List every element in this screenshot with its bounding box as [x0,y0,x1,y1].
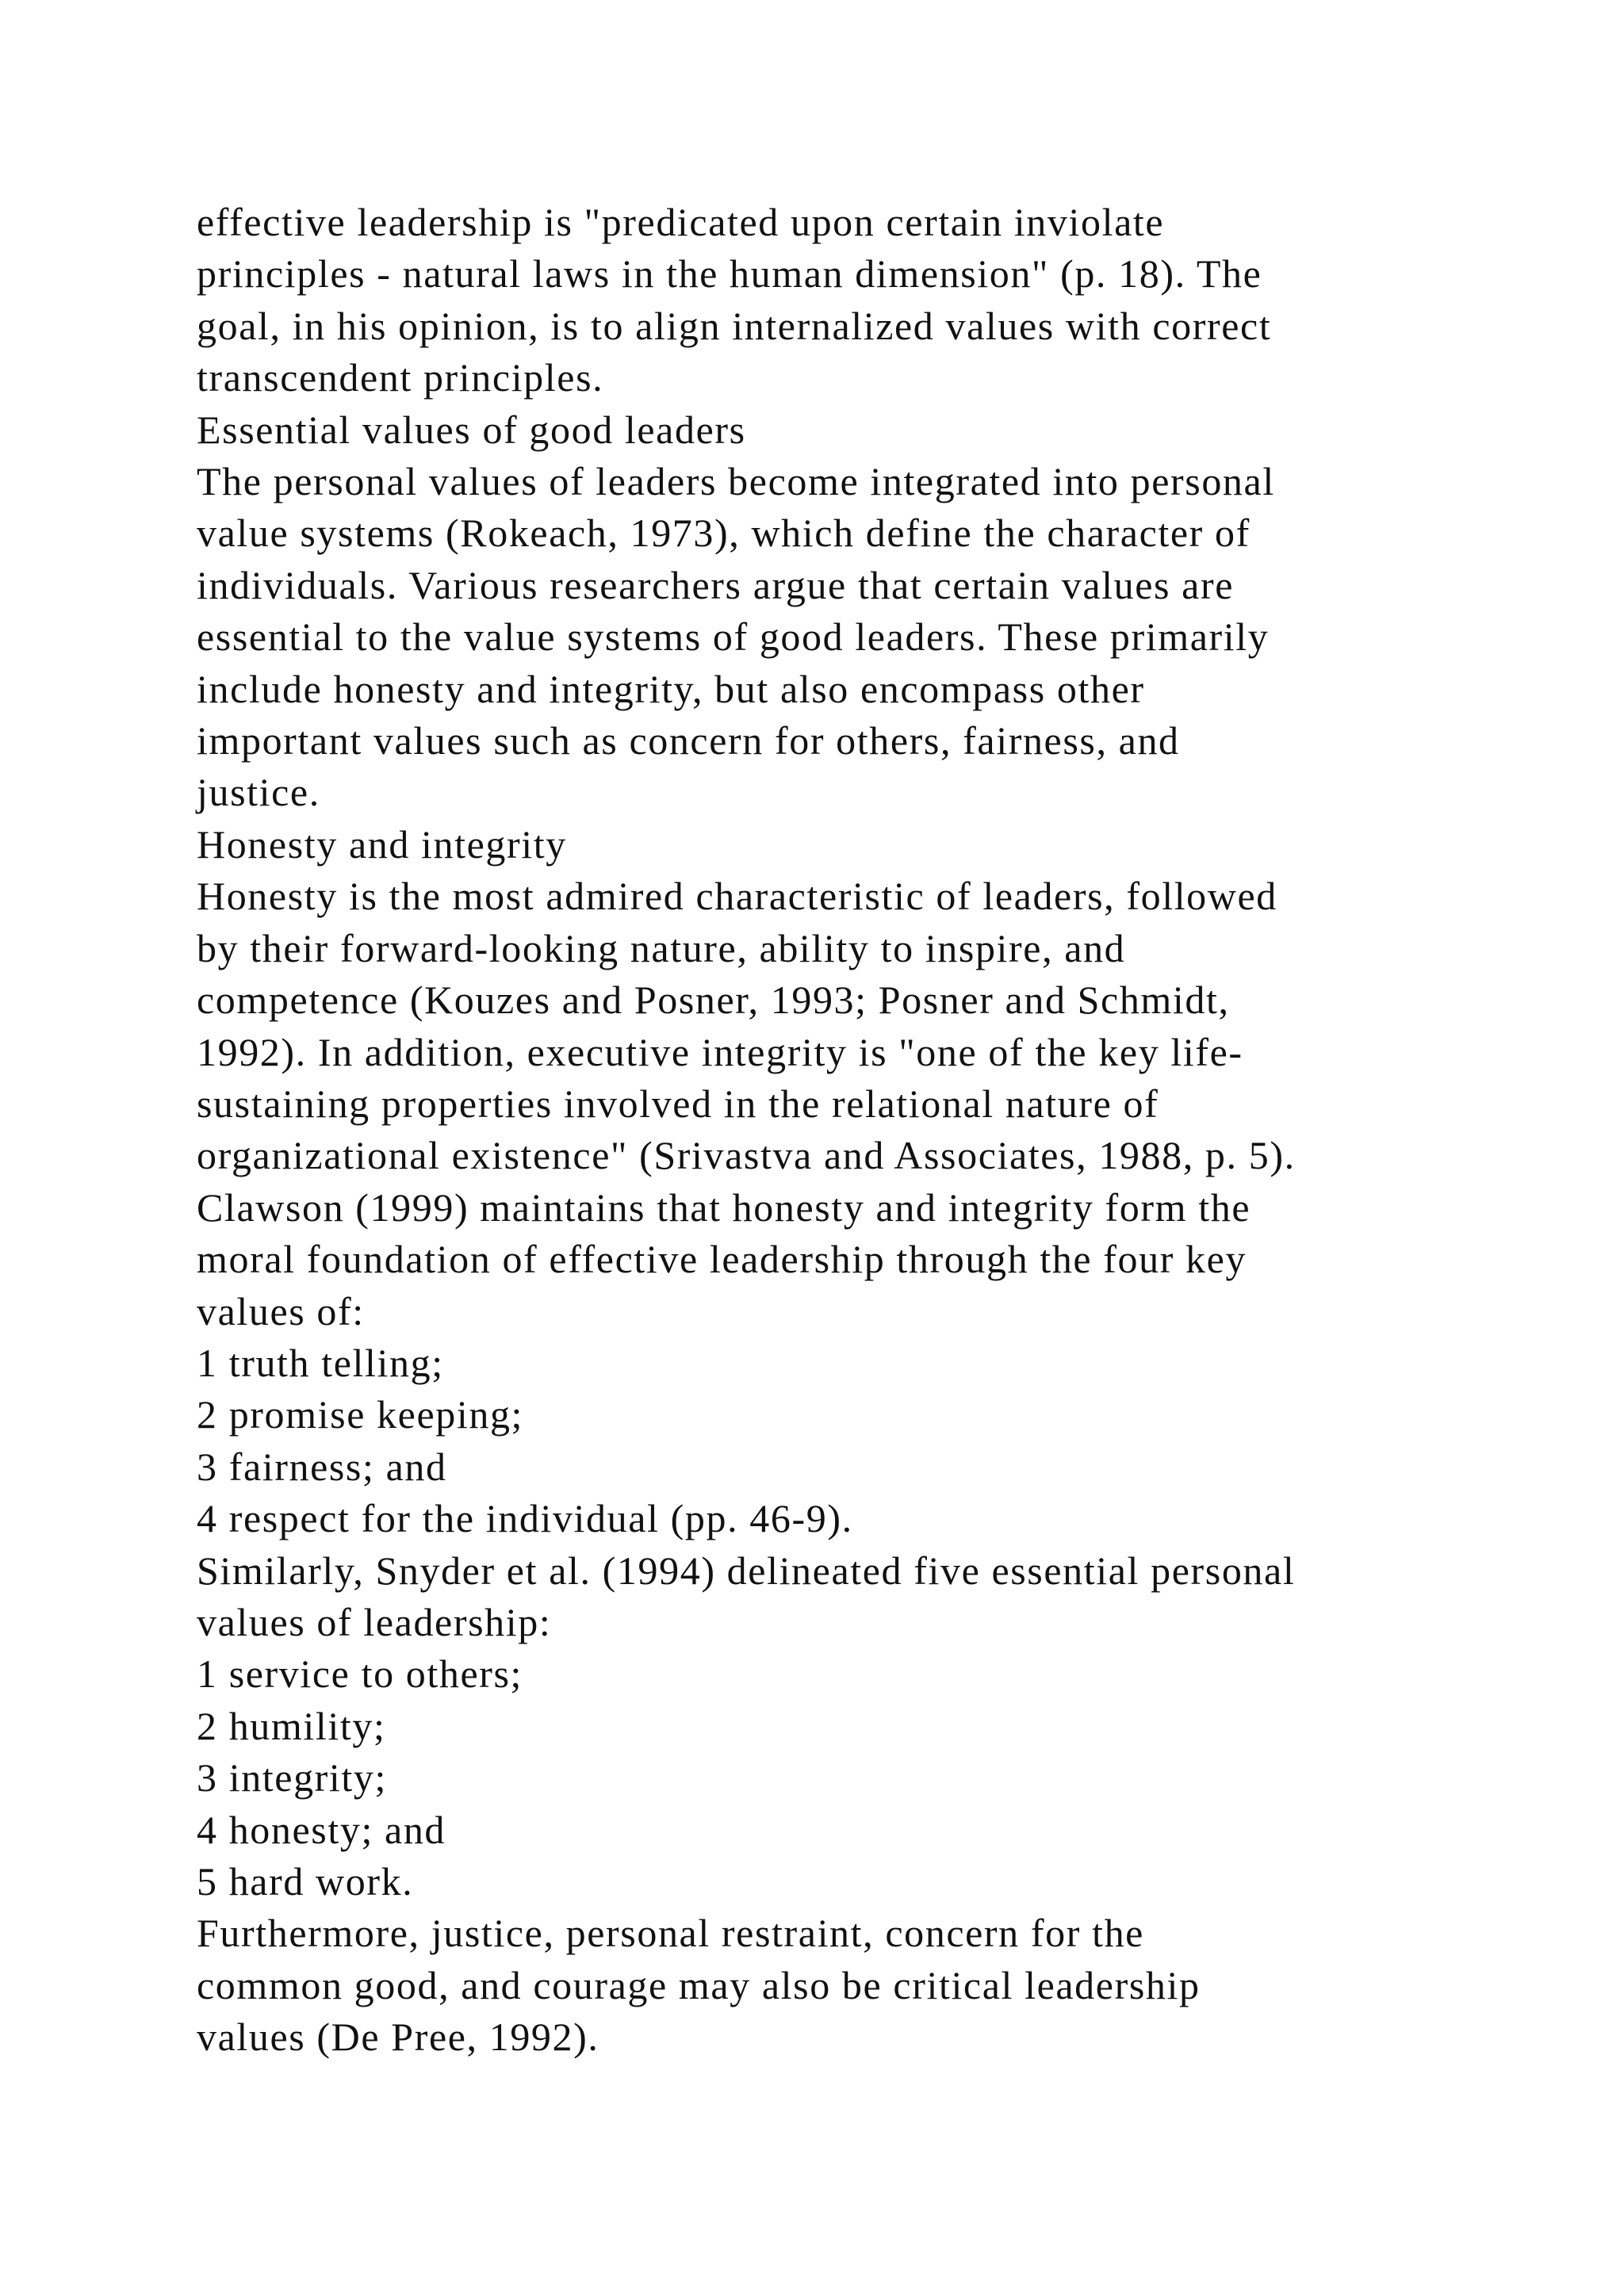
text-line: Clawson (1999) maintains that honesty and integrity form the [197,1184,1251,1230]
text-line: values (De Pree, 1992). [197,2015,599,2060]
list-item: 3 fairness; and [197,1444,447,1489]
text-line: essential to the value systems of good leaders. These primarily [197,614,1270,660]
text-line: values of: [197,1288,365,1334]
section-heading: Essential values of good leaders [197,407,746,452]
text-line: Honesty is the most admired characteristic of leaders, followed [197,874,1277,919]
list-item: 2 promise keeping; [197,1392,524,1437]
list-item: 3 integrity; [197,1755,388,1800]
text-line: sustaining properties involved in the relational nature of [197,1081,1159,1126]
text-line: value systems (Rokeach, 1973), which define the character of [197,511,1251,556]
text-line: transcendent principles. [197,355,604,400]
text-line: by their forward-looking nature, ability to inspire, and [197,925,1126,970]
list-item: 5 hard work. [197,1859,414,1904]
text-line: justice. [197,770,320,815]
list-item: 2 humility; [197,1703,386,1748]
text-line: organizational existence" (Srivastva and Associates, 1988, p. 5). [197,1133,1296,1178]
text-line: Furthermore, justice, personal restraint, concern for the [197,1911,1144,1956]
text-line: moral foundation of effective leadership through the four key [197,1237,1247,1282]
text-line: include honesty and integrity, but also encompass other [197,666,1145,711]
list-item: 4 respect for the individual (pp. 46-9). [197,1496,853,1541]
list-item: 4 honesty; and [197,1807,446,1852]
text-line: important values such as concern for others, fairness, and [197,718,1180,763]
text-line: competence (Kouzes and Posner, 1993; Posner and Schmidt, [197,978,1230,1023]
text-line: values of leadership: [197,1599,552,1644]
list-item: 1 truth telling; [197,1340,444,1385]
text-line: effective leadership is "predicated upon certain inviolate [197,200,1165,244]
text-line: The personal values of leaders become integrated into personal [197,459,1275,504]
text-line: Similarly, Snyder et al. (1994) delineated five essential personal [197,1548,1296,1593]
text-line: principles - natural laws in the human dimension" (p. 18). The [197,251,1262,297]
text-line: goal, in his opinion, is to align internalized values with correct [197,303,1272,348]
text-line: individuals. Various researchers argue that certain values are [197,562,1234,607]
list-item: 1 service to others; [197,1651,523,1697]
section-heading: Honesty and integrity [197,821,567,867]
text-line: 1992). In addition, executive integrity is "one of the key life- [197,1029,1243,1074]
text-line: common good, and courage may also be critical leadership [197,1962,1201,2007]
document-body [197,197,1545,2064]
